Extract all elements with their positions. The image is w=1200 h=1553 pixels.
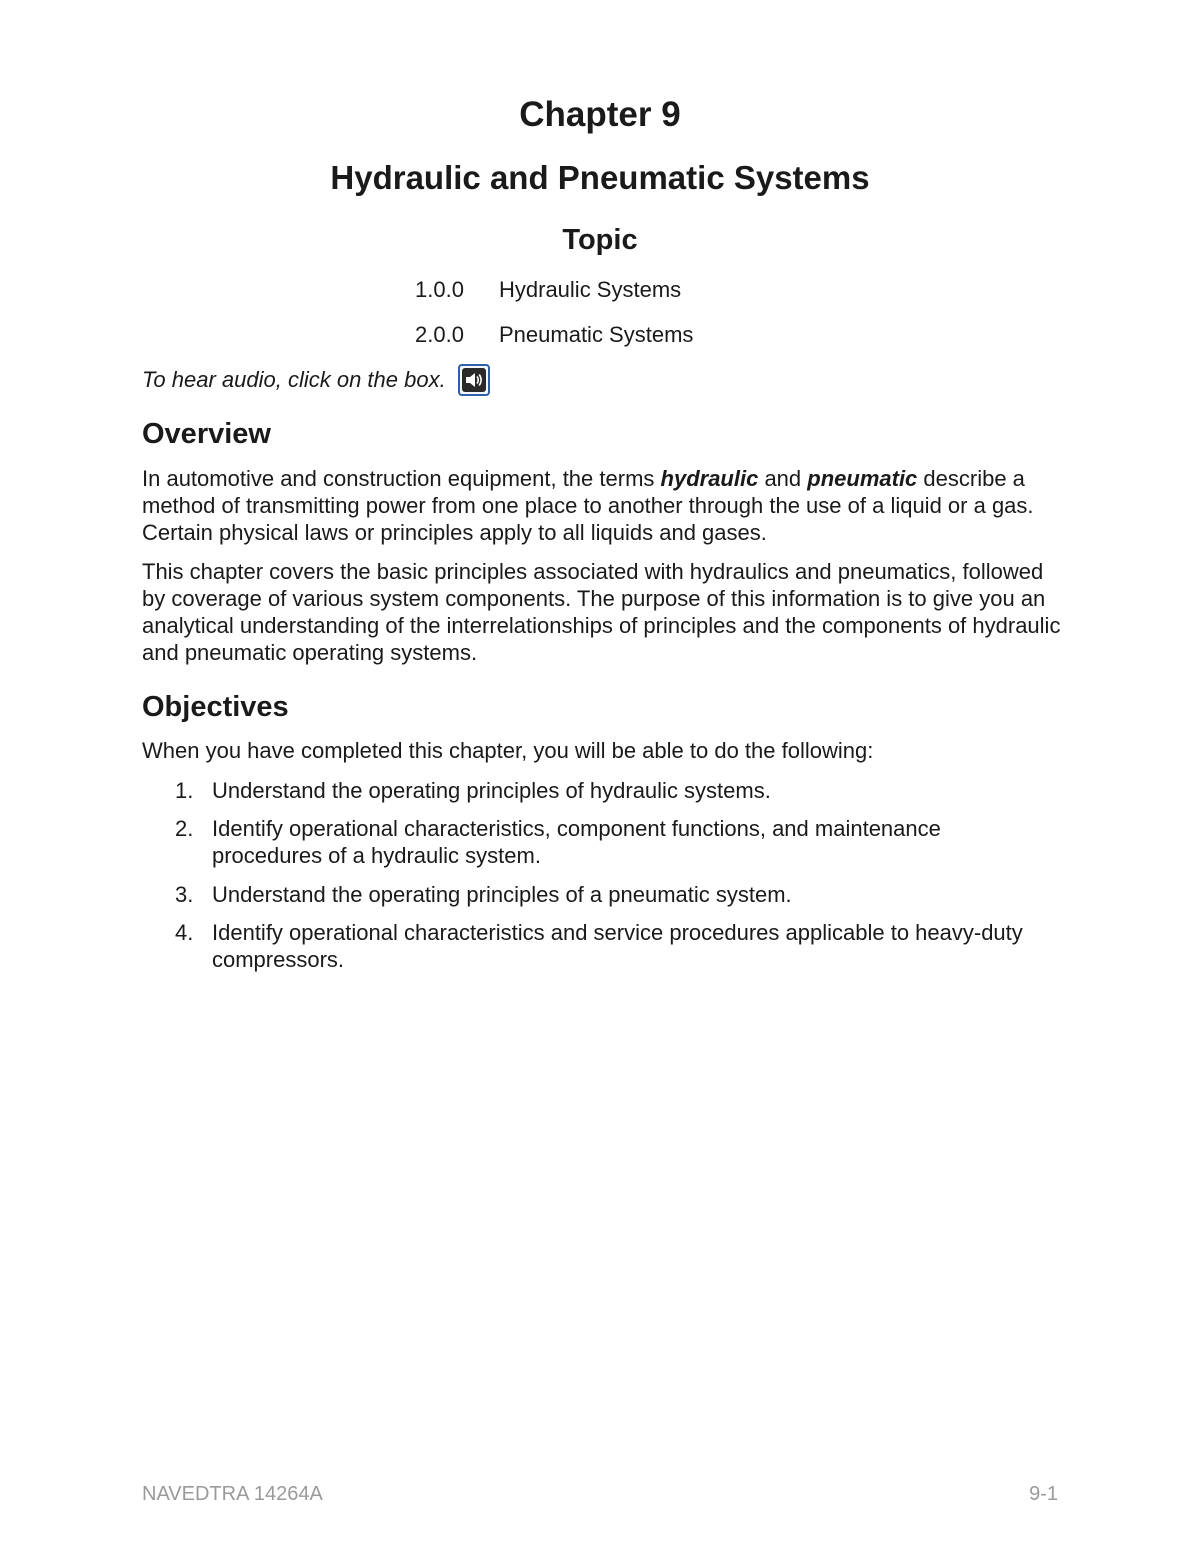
- objective-text: Understand the operating principles of a pneumatic system.: [212, 882, 792, 907]
- objective-number: 3.: [175, 882, 194, 907]
- objective-text: Identify operational characteristics, component functions, and maintenance procedures of a hydraulic system.: [212, 816, 941, 868]
- topic-item: [415, 276, 681, 304]
- objective-item: [142, 777, 1062, 804]
- footer-page-number: 9-1: [1029, 1483, 1058, 1505]
- topic-heading: Topic: [562, 224, 638, 256]
- objectives-heading: Objectives: [142, 691, 289, 723]
- objective-number: 4.: [175, 920, 194, 945]
- term-hydraulic: hydraulic: [660, 466, 759, 491]
- overview-heading: Overview: [142, 418, 271, 450]
- objective-item: [142, 919, 1062, 973]
- topic-label: Pneumatic Systems: [499, 322, 694, 347]
- chapter-title: Hydraulic and Pneumatic Systems: [330, 159, 870, 196]
- topic-item: [415, 321, 693, 349]
- audio-play-button[interactable]: [458, 364, 490, 396]
- overview-paragraph-2: This chapter covers the basic principles associated with hydraulics and pneumatics, followed by coverage of various system components. The purpose of this information is to give you an analytical understanding of the interrelationships of principles and the components of hydraulic and pneumatic operating systems.: [142, 559, 1061, 665]
- audio-prompt-text: To hear audio, click on the box.: [142, 367, 446, 392]
- footer-document-id: NAVEDTRA 14264A: [142, 1483, 323, 1505]
- overview-text: In automotive and construction equipment, the terms: [142, 466, 661, 491]
- objective-item: [142, 881, 1062, 908]
- overview-text: and: [758, 466, 808, 491]
- topic-number: 2.0.0: [415, 322, 464, 347]
- topic-number: 1.0.0: [415, 277, 464, 302]
- audio-prompt-line: [142, 364, 490, 396]
- objectives-intro: When you have completed this chapter, you will be able to do the following:: [142, 738, 874, 763]
- objective-text: Understand the operating principles of hydraulic systems.: [212, 778, 771, 803]
- overview-text: describe a method of transmitting power from one place to another through the use of a liquid or a gas. Certain physical laws or principles apply to all liquids and gases.: [142, 466, 1034, 545]
- objective-item: [142, 815, 1062, 869]
- overview-paragraph-1: [142, 465, 1062, 546]
- objective-text: Identify operational characteristics and service procedures applicable to heavy-duty compressors.: [212, 920, 1023, 972]
- speaker-icon: [462, 368, 486, 392]
- term-pneumatic: pneumatic: [807, 466, 918, 491]
- objective-number: 2.: [175, 816, 194, 841]
- chapter-number: Chapter 9: [519, 95, 681, 134]
- topic-label: Hydraulic Systems: [499, 277, 682, 302]
- objective-number: 1.: [175, 778, 194, 803]
